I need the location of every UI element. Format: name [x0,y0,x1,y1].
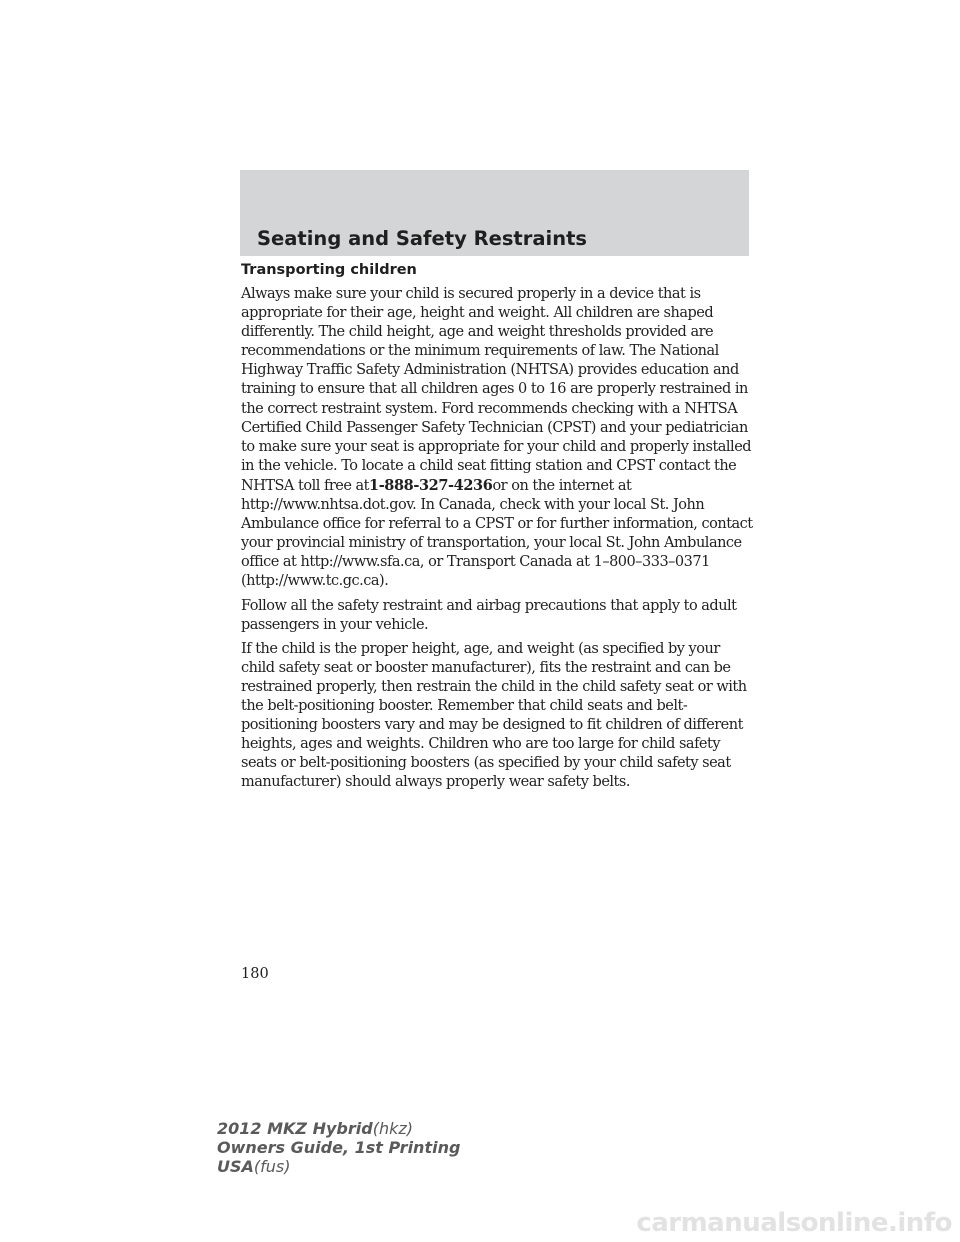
subsection-heading: Transporting children [241,262,417,278]
footer-model: 2012 MKZ Hybrid [217,1119,373,1138]
document-footer [217,1119,460,1176]
paragraph-text: Always make sure your child is secured properly in a device that is appropriate for their age, height and weight. All children are shaped differently. The child height, age and weight thresholds provided are recommendations or the minimum requirements of law. The National Highway Traffic Safety Administration (NHTSA) provides education and training to ensure that all children ages 0 to 16 are properly restrained in the correct restraint system. Ford recommends checking with a NHTSA Certified Child Passenger Safety Technician (CPST) and your pediatrician to make sure your seat is appropriate for your child and properly installed in the vehicle. To locate a child seat fitting station and CPST contact the NHTSA toll free at [241,286,752,494]
nhtsa-phone-number: 1-888-327-4236 [369,476,493,494]
footer-guide: Owners Guide, 1st Printing [217,1138,461,1157]
page-number: 180 [241,966,269,982]
footer-model-code: (hkz) [372,1119,413,1138]
footer-region-code: (fus) [253,1157,291,1176]
paragraph-proper-restraint: If the child is the proper height, age, and weight (as specified by your child safety seat or booster manufacturer), fits the restraint and can be restrained properly, then restrain the child in the child safety seat or with the belt-positioning booster. Remember that child seats and belt-positioning boosters vary and may be designed to fit children of different heights, ages and weights. Children who are too large for child safety seats or belt-positioning boosters (as specified by your child safety seat manufacturer) should always properly wear safety belts. [241,640,747,791]
watermark: carmanualsonline.info [636,1208,952,1238]
paragraph-text: or on the internet at http://www.nhtsa.dot.gov. In Canada, check with your local St. John Ambulance office for referral to a CPST or for further information, contact your provincial ministry of transportation, your local St. John Ambulance office at http://www.sfa.ca, or Transport Canada at 1–800–333–0371 (http://www.tc.gc.ca). [241,477,753,590]
paragraph-transporting-children [241,285,753,592]
section-header-band [240,170,749,256]
paragraph-adult-precautions: Follow all the safety restraint and airbag precautions that apply to adult passengers in your vehicle. [241,597,737,633]
footer-line-region [217,1157,460,1176]
footer-region: USA [217,1157,254,1176]
footer-line-model [217,1119,460,1138]
section-title: Seating and Safety Restraints [257,227,588,250]
page-content [241,260,753,797]
